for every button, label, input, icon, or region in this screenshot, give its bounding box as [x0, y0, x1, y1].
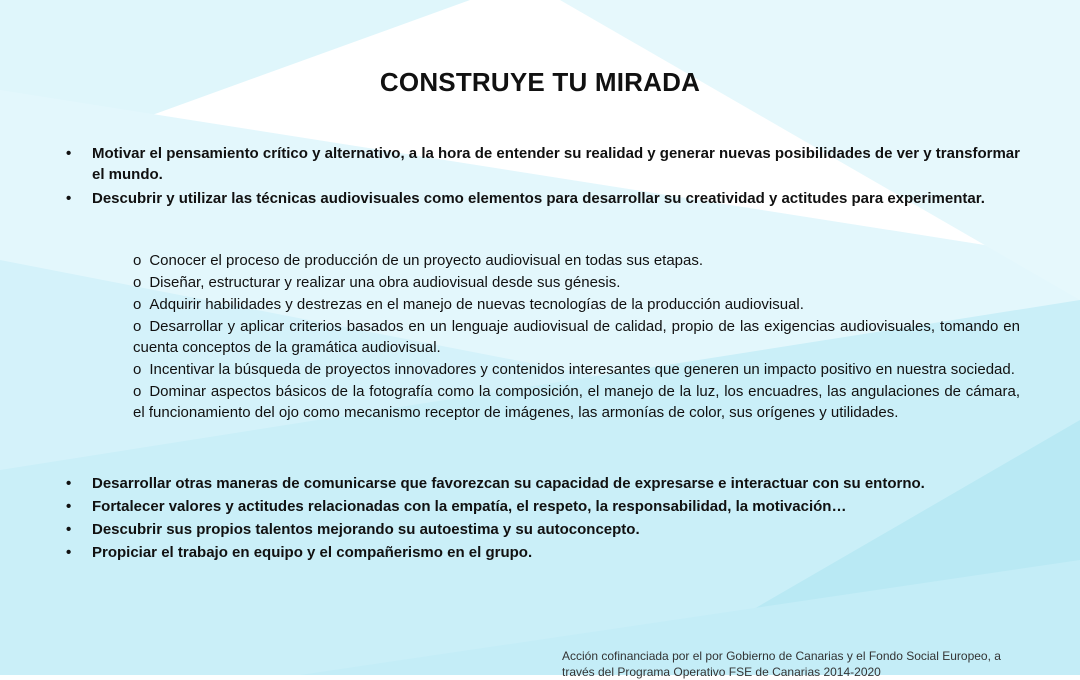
circle-marker: o — [133, 361, 142, 378]
circle-marker: o — [133, 296, 142, 313]
circle-marker: o — [133, 252, 142, 269]
objective-text: Motivar el pensamiento crítico y alternativo, a la hora de entender su realidad y generar nuevas posibilidades de ver y transformar el mundo. — [92, 145, 1020, 183]
sub-objective-text: Incentivar la búsqueda de proyectos innovadores y contenidos interesantes que generen un impacto positivo en nuestra sociedad. — [149, 361, 1015, 378]
list-item — [133, 272, 1020, 293]
sub-objectives-list — [133, 250, 1020, 424]
list-item — [133, 359, 1020, 380]
bullet-marker: • — [66, 498, 72, 515]
sub-objective-text: Conocer el proceso de producción de un proyecto audiovisual en todas sus etapas. — [149, 252, 704, 269]
footer-line-1: Acción cofinanciada por el por Gobierno de Canarias y el Fondo Social Europeo, a — [562, 649, 1001, 663]
objective-text: Descubrir sus propios talentos mejorando su autoestima y su autoconcepto. — [92, 521, 640, 538]
list-item — [66, 496, 1020, 517]
list-item — [66, 143, 1020, 185]
further-objectives-list — [66, 473, 1020, 565]
list-item — [133, 294, 1020, 315]
objective-text: Propiciar el trabajo en equipo y el compañerismo en el grupo. — [92, 544, 533, 561]
list-item — [133, 381, 1020, 423]
funding-footer — [562, 648, 1032, 680]
objective-text: Descubrir y utilizar las técnicas audiovisuales como elementos para desarrollar su creatividad y actitudes para experimentar. — [92, 190, 985, 207]
sub-objective-text: Desarrollar y aplicar criterios basados en un lenguaje audiovisual de calidad, propio de las exigencias audiovisuales, tomando en cuenta conceptos de la gramática audiovisual. — [133, 318, 1020, 356]
list-item — [66, 188, 1020, 209]
footer-line-2: través del Programa Operativo FSE de Canarias 2014-2020 — [562, 665, 881, 679]
circle-marker: o — [133, 383, 142, 400]
bullet-marker: • — [66, 544, 72, 561]
bullet-marker: • — [66, 190, 72, 207]
page-title: CONSTRUYE TU MIRADA — [379, 67, 701, 98]
sub-objective-text: Adquirir habilidades y destrezas en el manejo de nuevas tecnologías de la producción audiovisual. — [149, 296, 804, 313]
list-item — [66, 519, 1020, 540]
objectives-list — [66, 143, 1020, 212]
list-item — [133, 250, 1020, 271]
objective-text: Fortalecer valores y actitudes relacionadas con la empatía, el respeto, la responsabilidad, la motivación… — [92, 498, 847, 515]
sub-objective-text: Diseñar, estructurar y realizar una obra audiovisual desde sus génesis. — [149, 274, 621, 291]
circle-marker: o — [133, 318, 142, 335]
bullet-marker: • — [66, 521, 72, 538]
bullet-marker: • — [66, 145, 72, 162]
objective-text: Desarrollar otras maneras de comunicarse que favorezcan su capacidad de expresarse e interactuar con su entorno. — [92, 475, 925, 492]
list-item — [66, 542, 1020, 563]
list-item — [133, 316, 1020, 358]
list-item — [66, 473, 1020, 494]
circle-marker: o — [133, 274, 142, 291]
sub-objective-text: Dominar aspectos básicos de la fotografía como la composición, el manejo de la luz, los encuadres, las angulaciones de cámara, el funcionamiento del ojo como mecanismo receptor de imágenes, las armonías de color, sus orígenes y utilidades. — [133, 383, 1020, 421]
bullet-marker: • — [66, 475, 72, 492]
